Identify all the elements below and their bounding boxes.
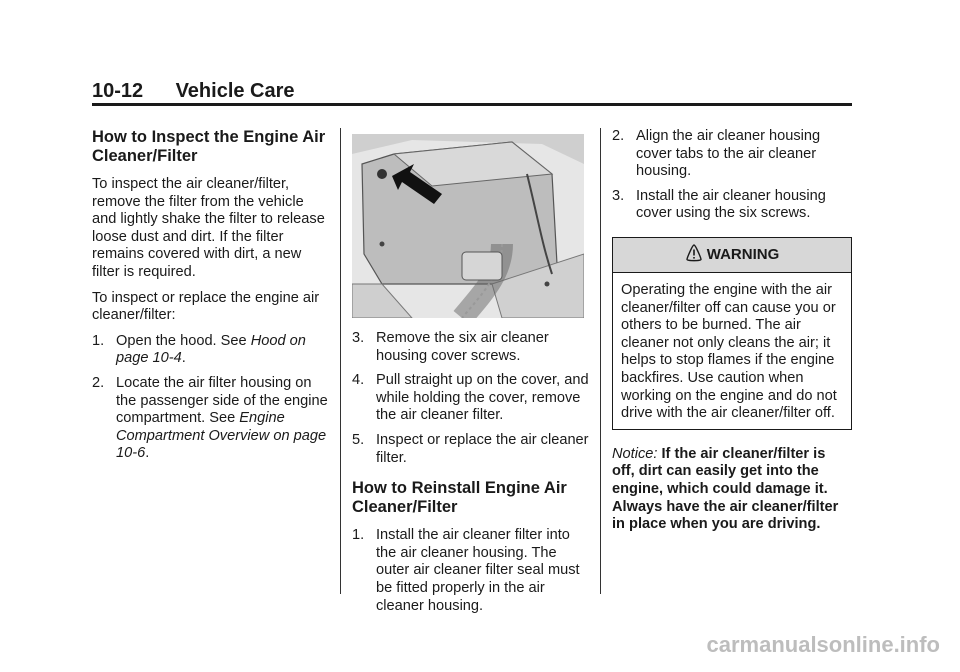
column-1 [92, 128, 328, 470]
step-text: Align the air cleaner housing cover tabs to the air cleaner housing. [636, 128, 821, 180]
notice-text: If the air cleaner/filter is off, dirt can easily get into the engine, which could damage it. Always have the air cleaner/filter in place when you are driving. [612, 445, 839, 533]
warning-text: Operating the engine with the air cleaner/filter off can cause you or others to be burned. The air cleaner not only cleans the air; it helps to stop flames if the engine backfires. Use caution when working on the engine and do not drive with the air cleaner/filter off. [621, 281, 837, 422]
step-item [352, 330, 592, 365]
step-number: 2. [92, 374, 105, 391]
header-rule [92, 103, 852, 106]
step-number: 4. [352, 372, 365, 389]
inspect-paragraph: To inspect the air cleaner/filter, remove the filter from the vehicle and lightly shake the filter to release loose dust and dirt. If the filter remains covered with dirt, a new filter is required. [92, 176, 325, 280]
step-item [612, 128, 852, 181]
step-item [352, 432, 592, 467]
step-item [352, 527, 592, 615]
warning-title: WARNING [706, 245, 780, 263]
notice-paragraph [612, 446, 852, 534]
column-divider [600, 128, 601, 594]
step-item [612, 188, 852, 223]
inspect-intro: To inspect or replace the engine air cleaner/filter: [92, 289, 320, 324]
section-title: Vehicle Care [175, 80, 295, 102]
step-text: Install the air cleaner housing cover using the six screws. [636, 187, 826, 222]
warning-box [612, 237, 852, 430]
step-number: 2. [612, 128, 625, 144]
step-number: 1. [92, 332, 105, 349]
cross-reference-link[interactable]: Engine Compartment Overview on page 10-6 [116, 410, 327, 462]
page-header [92, 80, 295, 103]
step-text: Inspect or replace the air cleaner filter. [376, 431, 589, 466]
reinstall-heading: How to Reinstall Engine Air Cleaner/Filter [352, 479, 567, 517]
column-divider [340, 128, 341, 594]
page-number: 10-12 [92, 80, 144, 102]
column-2 [352, 128, 592, 622]
warning-header [613, 238, 851, 273]
step-text: Pull straight up on the cover, and while holding the cover, remove the air cleaner filter. [376, 372, 589, 424]
step-number: 3. [352, 330, 365, 346]
step-item [352, 372, 592, 425]
step-number: 5. [352, 431, 365, 448]
air-cleaner-housing-figure [352, 134, 584, 318]
step-number: 3. [612, 187, 625, 204]
step-text: Locate the air filter housing on the passenger side of the engine compartment. See Engine Compartment Overview on page 10-6. [116, 374, 328, 462]
step-item [92, 333, 328, 368]
step-text: Open the hood. See Hood on page 10-4. [116, 332, 306, 367]
step-text: Install the air cleaner filter into the air cleaner housing. The outer air cleaner filter seal must be fitted properly in the air cleaner housing. [376, 527, 580, 614]
notice-label: Notice: [612, 445, 658, 462]
step-item [92, 375, 328, 463]
warning-triangle-icon [685, 244, 703, 262]
cross-reference-link[interactable]: Hood on page 10-4 [116, 332, 306, 367]
inspect-heading: How to Inspect the Engine Air Cleaner/Filter [92, 128, 326, 165]
step-text: Remove the six air cleaner housing cover screws. [376, 330, 549, 364]
column-3 [612, 128, 852, 542]
watermark: carmanualsonline.info [706, 632, 940, 657]
step-number: 1. [352, 527, 365, 544]
